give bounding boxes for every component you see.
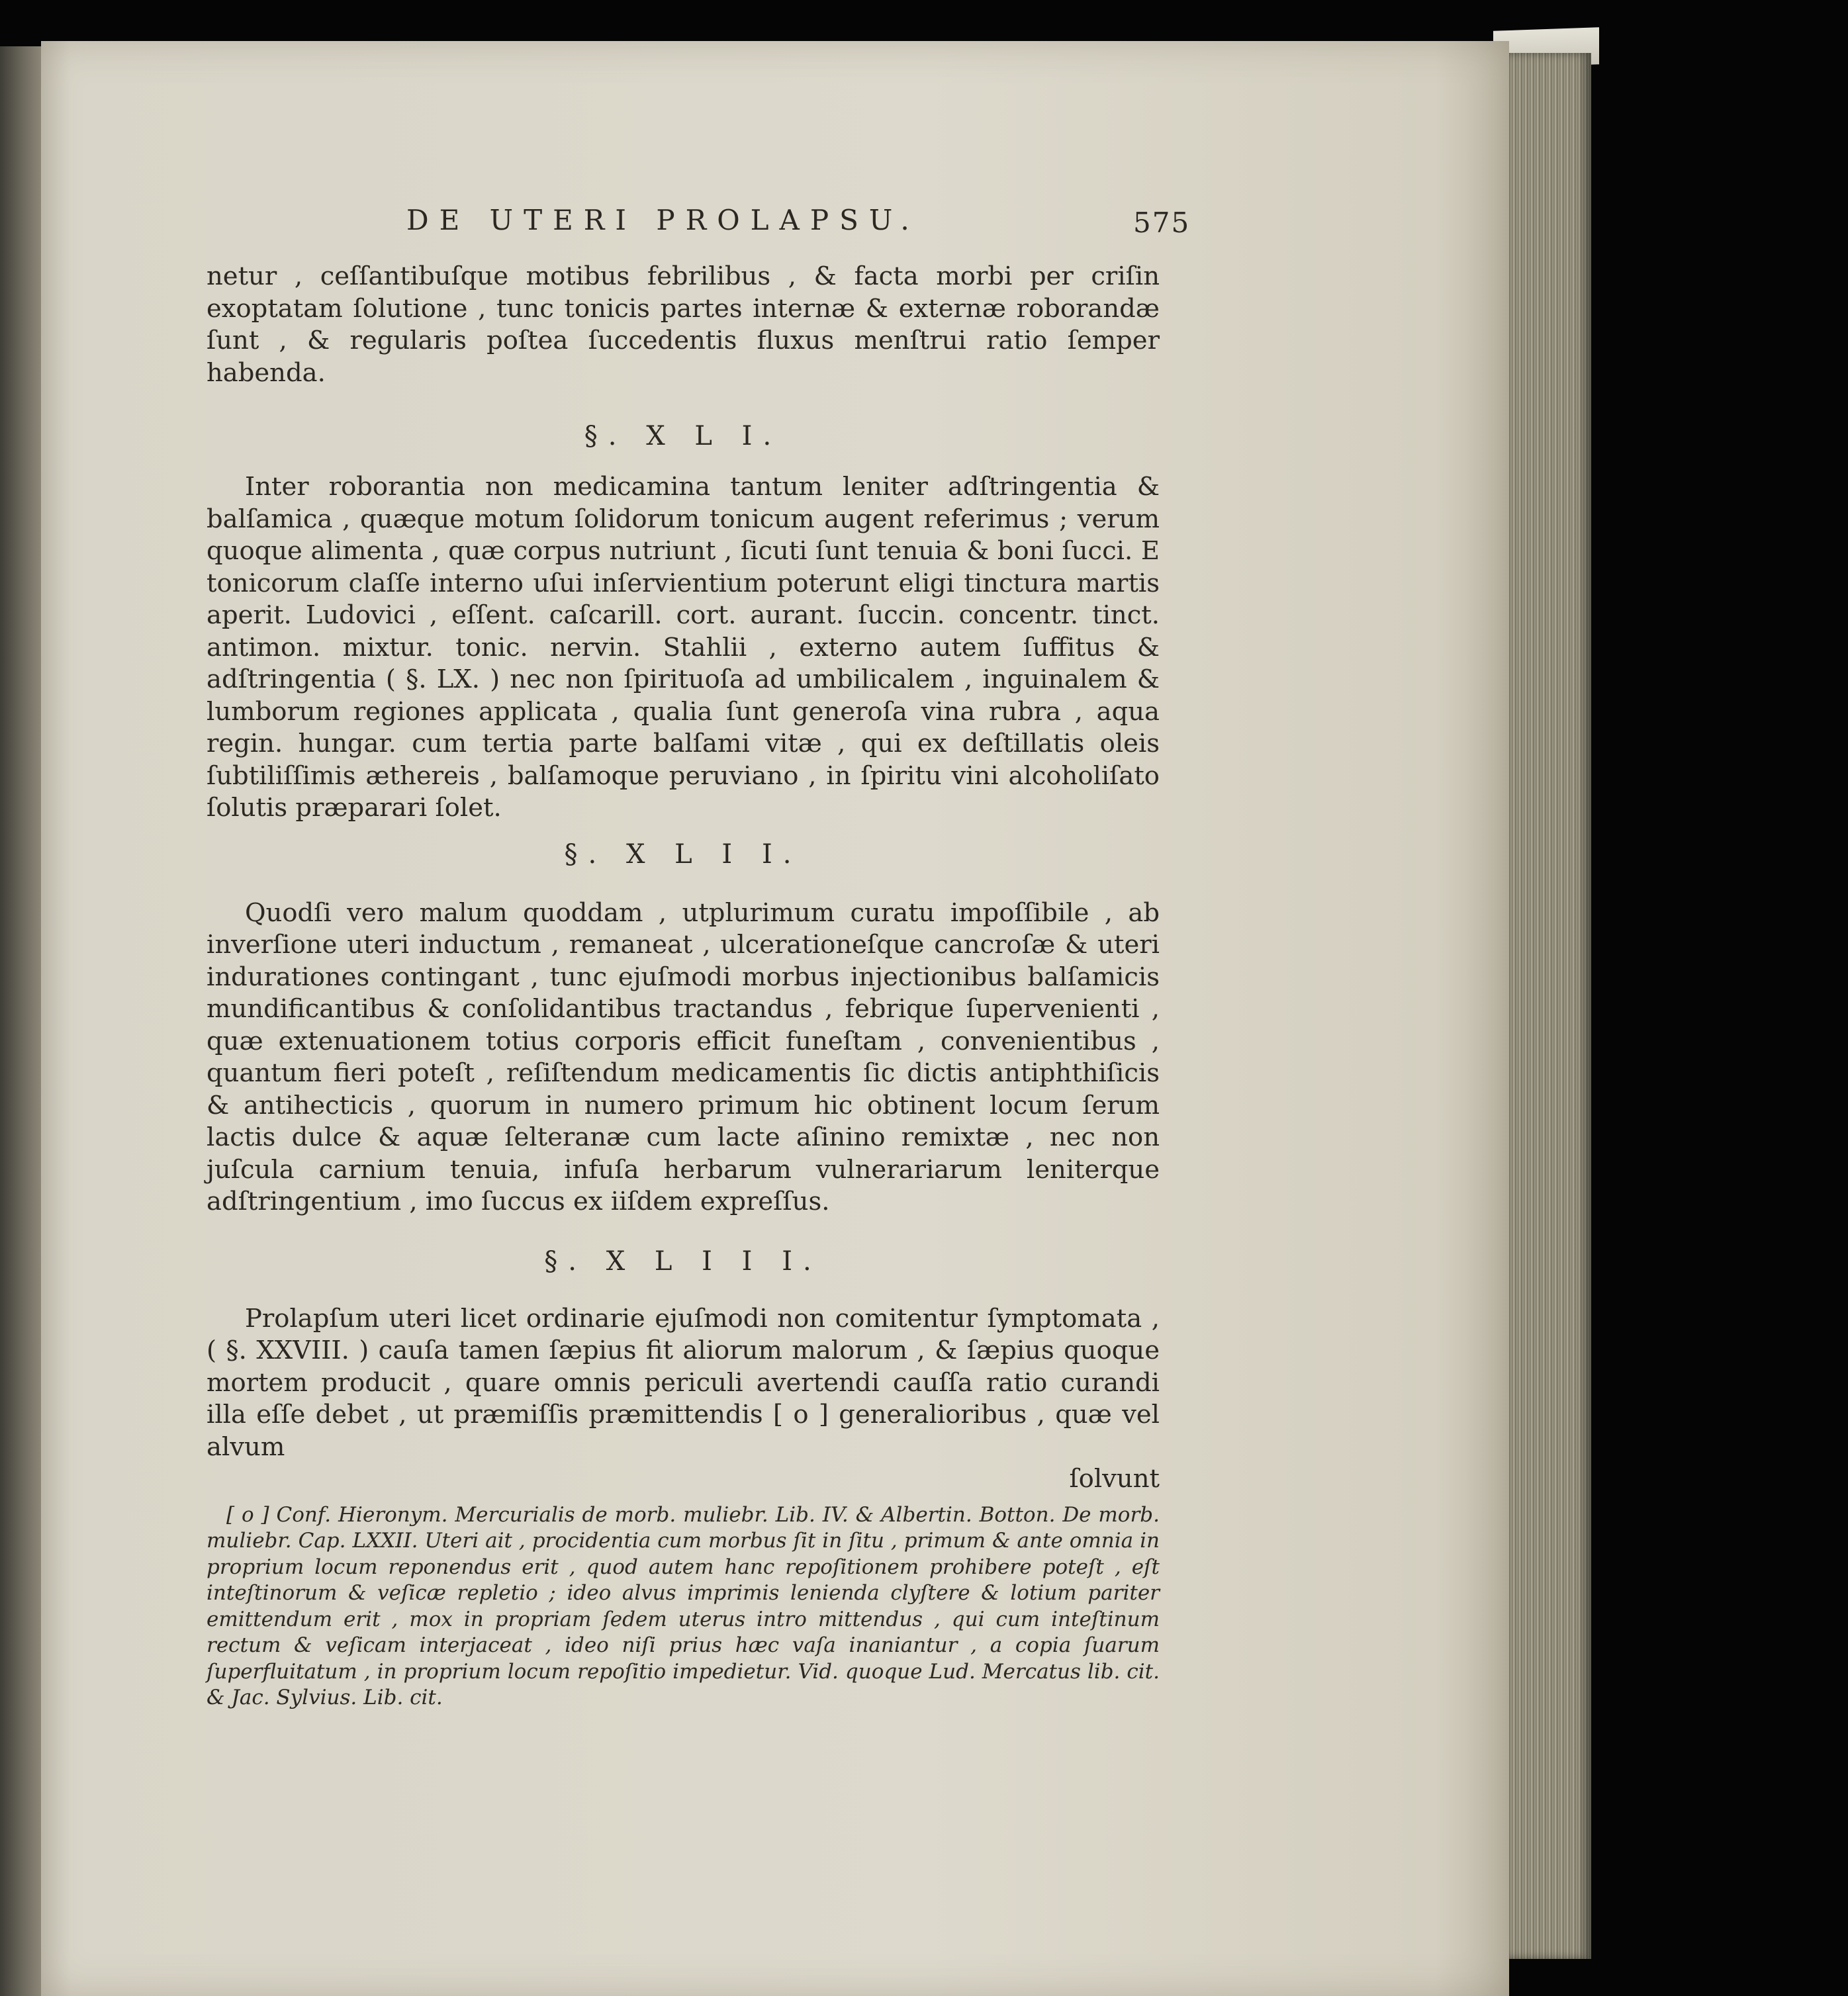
text-block [207,197,1191,1711]
facing-page-edge [0,46,41,1996]
section-paragraph: Inter roborantia non medicamina tantum leniter adſtringentia & balſamica , quæque motum ſolidorum tonicum augent referimus ; verum quoque alimenta , quæ corpus nutriunt , ſicuti ſunt tenuia & boni ſucci. E tonicorum claſſe interno uſui inſervientium poterunt eligi tinctura martis aperit. Ludovici , eſſent. caſcarill. cort. aurant. ſuccin. concentr. tinct. antimon. mixtur. tonic. nervin. Stahlii , externo autem ſuffitus & adſtringentia ( §. LX. ) nec non ſpirituoſa ad umbilicalem , inguinalem & lumborum regiones applicata , qualia ſunt generoſa vina rubra , aqua regin. hungar. cum tertia parte balſami vitæ , qui ex deſtillatis oleis ſubtiliſſimis æthereis , balſamoque peruviano , in ſpiritu vini alcoholiſato ſolutis præparari ſolet. [207,472,1160,823]
page-header [207,204,1206,244]
section-heading: §. X L I. [584,421,782,451]
section-heading: §. X L I I I. [544,1246,822,1277]
footnote: [ o ] Conf. Hieronym. Mercurialis de morb. muliebr. Lib. IV. & Albertin. Botton. De morb. muliebr. Cap. LXXII. Uteri ait , procidentia cum morbus ſit in ſitu , primum & ante omnia in proprium locum reponendus erit , quod autem hanc repoſitionem prohibere poteſt , eſt inteſtinorum & veſicæ repletio ; ideo alvus imprimis lenienda clyſtere & lotium pariter emittendum erit , mox in propriam ſedem uterus intro mittendus , qui cum inteſtinum rectum & veſicam interjaceat , ideo niſi prius hæc vaſa inaniantur , a copia ſuarum ſuperfluitatum , in proprium locum repoſitio impedietur. Vid. quoque Lud. Mercatus lib. cit. & Jac. Sylvius. Lib. cit. [207,1502,1160,1709]
fore-edge-pages [1497,53,1591,1959]
section-paragraph: Quodſi vero malum quoddam , utplurimum curatu impoſſibile , ab inverſione uteri inductum , remaneat , ulcerationeſque cancroſæ & uteri indurationes contingant , tunc ejuſmodi morbus injectionibus balſamicis mundificantibus & conſolidantibus tractandus , febrique ſupervenienti , quæ extenuationem totius corporis efficit funeſtam , convenientibus , quantum fieri poteſt , reſiſtendum medicamentis ſic dictis antiphthiſicis & antihecticis , quorum in numero primum hic obtinent locum ſerum lactis dulce & aquæ ſelteranæ cum lacte aſinino remixtæ , nec non juſcula carnium tenuia, infuſa herbarum vulnerariarum leniterque adſtringentium , imo ſuccus ex iiſdem expreſſus. [207,897,1160,1216]
page-number: 575 [1133,206,1191,239]
book-page [41,41,1509,1996]
catchword: ſolvunt [1069,1464,1160,1494]
running-head: DE UTERI PROLAPSU. [406,204,920,236]
section-heading: §. X L I I. [564,839,802,870]
section-paragraph: Prolapſum uteri licet ordinarie ejuſmodi non comitentur ſymptomata , ( §. XXVIII. ) cauſa tamen ſæpius fit aliorum malorum , & ſæpius quoque mortem producit , quare omnis periculi avertendi cauſſa ratio curandi illa eſſe debet , ut præmiſſis præmittendis [ o ] generalioribus , quæ vel alvum [207,1303,1160,1462]
opening-paragraph: netur , ceſſantibuſque motibus febrilibus , & facta morbi per criſin exoptatam ſolutione , tunc tonicis partes internæ & externæ roborandæ ſunt , & regularis poſtea ſuccedentis fluxus menſtrui ratio ſemper habenda. [207,261,1160,388]
